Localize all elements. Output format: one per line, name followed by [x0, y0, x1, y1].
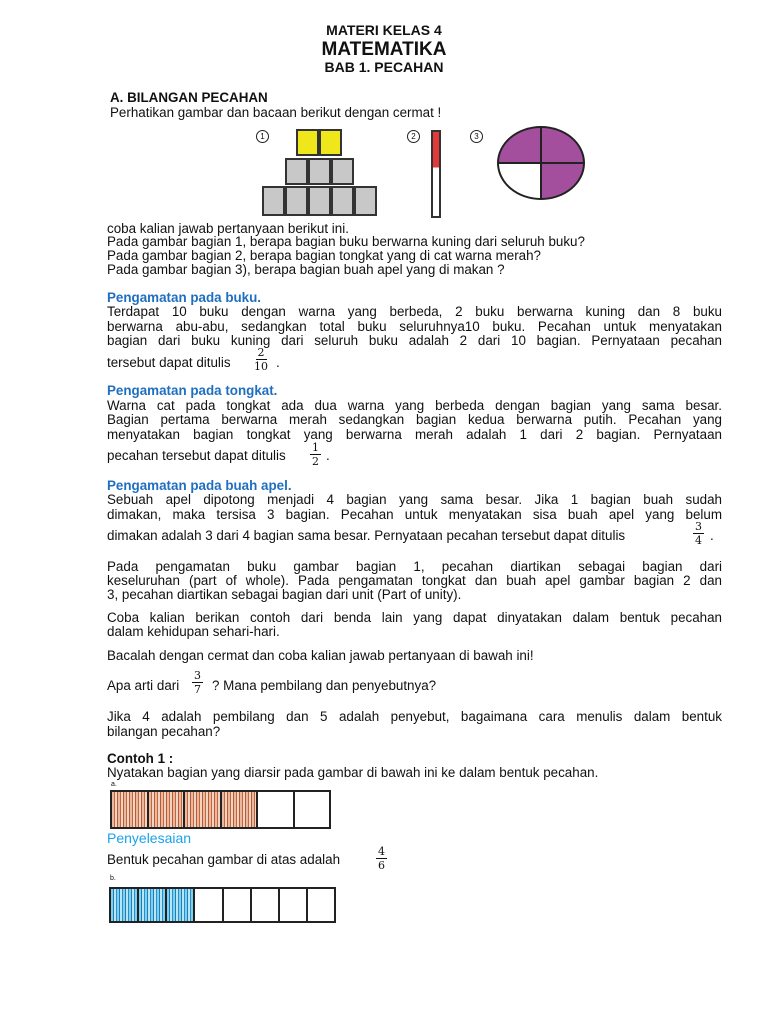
paragraph-line: berwarna abu-abu, sedangkan total buku seluruhnya10 buku. Pecahan untuk menyatakan [107, 319, 722, 334]
question-text: Pada gambar bagian 2, berapa bagian tongkat yang di cat warna merah? [107, 248, 542, 263]
denominator: 6 [378, 859, 385, 872]
question-text: Pada gambar bagian 3), berapa bagian buah apel yang di makan ? [107, 262, 505, 277]
fraction [254, 347, 268, 372]
denominator: 4 [695, 534, 702, 547]
paragraph-line: Terdapat 10 buku dengan warna yang berbeda, 2 buku berwarna kuning dan 8 buku [107, 304, 722, 319]
shaded-cell [112, 792, 149, 827]
paragraph-line: Sebuah apel dipotong menjadi 4 bagian yang sama besar. Jika 1 bagian buah sudah [107, 492, 722, 507]
book-heading: Pengamatan pada buku. [107, 290, 262, 305]
numerator: 3 [695, 520, 702, 533]
paragraph-line: 3, pecahan diartikan sebagai bagian dari unit (Part of unity). [107, 587, 462, 602]
empty-cell [258, 792, 295, 827]
paragraph-line: bilangan pecahan? [107, 724, 221, 739]
denominator: 7 [194, 683, 201, 696]
numerator: 3 [194, 669, 201, 682]
paragraph-line: ? Mana pembilang dan penyebutnya? [212, 678, 437, 693]
chapter-title: BAB 1. PECAHAN [324, 59, 444, 75]
paragraph-line: tersebut dapat ditulis [107, 355, 231, 370]
paragraph-line: Coba kalian berikan contoh dari benda lain yang dapat dinyatakan dalam bentuk pecahan [107, 610, 722, 625]
book [331, 186, 354, 216]
fraction-bar-b [109, 887, 336, 923]
paragraph-line: menyatakan bagian tongkat yang berwarna merah adalah 1 dari 2 bagian. Pernyataan [107, 427, 722, 442]
empty-cell [308, 889, 334, 921]
solution-heading: Penyelesaian [107, 830, 192, 846]
paragraph-line: Bacalah dengan cermat dan coba kalian jawab pertanyaan di bawah ini! [107, 648, 534, 663]
paragraph-line: Warna cat pada tongkat ada dua warna yang berbeda dengan bagian yang sama besar. [107, 398, 722, 413]
question-text: coba kalian jawab pertanyaan berikut ini. [107, 221, 349, 236]
page-title: MATEMATIKA [321, 39, 447, 60]
shaded-cell [149, 792, 186, 827]
figure-label: 1 [256, 130, 269, 143]
figure-label: b. [110, 875, 116, 882]
fraction [192, 670, 203, 695]
period: . [710, 528, 714, 543]
empty-cell [224, 889, 252, 921]
empty-cell [295, 792, 330, 827]
figure-label: 3 [470, 130, 483, 143]
paragraph-line: Apa arti dari [107, 678, 180, 693]
shaded-cell [167, 889, 195, 921]
apple-heading: Pengamatan pada buah apel. [107, 478, 292, 493]
book [308, 158, 331, 185]
period: . [276, 355, 280, 370]
figure-label: 2 [407, 130, 420, 143]
fraction [693, 521, 704, 546]
example-heading: Contoh 1 : [107, 751, 174, 766]
fraction [310, 442, 321, 467]
question-text: Pada gambar bagian 1, berapa bagian buku berwarna kuning dari seluruh buku? [107, 234, 585, 249]
book [285, 158, 308, 185]
paragraph-line: Jika 4 adalah pembilang dan 5 adalah penyebut, bagaimana cara menulis dalam bentuk [107, 709, 722, 724]
header-line: MATERI KELAS 4 [326, 22, 442, 38]
numerator: 2 [257, 346, 265, 359]
paragraph-line: pecahan tersebut dapat ditulis [107, 448, 286, 463]
shaded-cell [139, 889, 167, 921]
paragraph-line: bagian dari buku kuning dari seluruh buku adalah 2 dari 10 bagian. Pernyataan pecahan [107, 333, 722, 348]
shaded-cell [185, 792, 222, 827]
empty-cell [280, 889, 308, 921]
paragraph-line: dimakan, maka tersisa 3 bagian. Pecahan untuk menyatakan sisa buah apel yang belum [107, 507, 722, 522]
shaded-cell [222, 792, 259, 827]
shaded-cell [111, 889, 139, 921]
book [308, 186, 331, 216]
numerator: 4 [378, 845, 385, 858]
fraction-bar-a [110, 790, 331, 829]
book [262, 186, 285, 216]
denominator: 10 [254, 360, 268, 373]
book [354, 186, 377, 216]
paragraph-line: Pada pengamatan buku gambar bagian 1, pecahan diartikan sebagai bagian dari [107, 559, 722, 574]
paragraph-line: Nyatakan bagian yang diarsir pada gambar di bawah ini ke dalam bentuk pecahan. [107, 765, 599, 780]
section-heading: A. BILANGAN PECAHAN [110, 90, 268, 105]
period: . [326, 448, 330, 463]
numerator: 1 [312, 441, 319, 454]
book [331, 158, 354, 185]
paragraph-line: keseluruhan (part of whole). Pada pengamatan tongkat dan buah apel gambar bagian 2 dan [107, 573, 722, 588]
intro-text: Perhatikan gambar dan bacaan berikut dengan cermat ! [110, 105, 442, 120]
stick-heading: Pengamatan pada tongkat. [107, 383, 278, 398]
empty-cell [195, 889, 223, 921]
book [296, 129, 319, 156]
empty-cell [252, 889, 280, 921]
paragraph-line: dalam kehidupan sehari-hari. [107, 624, 280, 639]
fraction [376, 846, 387, 871]
paragraph-line: dimakan adalah 3 dari 4 bagian sama besar. Pernyataan pecahan tersebut dapat ditulis [107, 528, 626, 543]
denominator: 2 [312, 455, 319, 468]
figure-label: a. [111, 781, 117, 788]
stick-figure [431, 130, 441, 218]
book [319, 129, 342, 156]
paragraph-line: Bentuk pecahan gambar di atas adalah [107, 852, 341, 867]
paragraph-line: Bagian pertama berwarna merah sedangkan bagian kedua berwarna putih. Pecahan yang [107, 412, 722, 427]
apple-figure [497, 126, 585, 200]
book [285, 186, 308, 216]
